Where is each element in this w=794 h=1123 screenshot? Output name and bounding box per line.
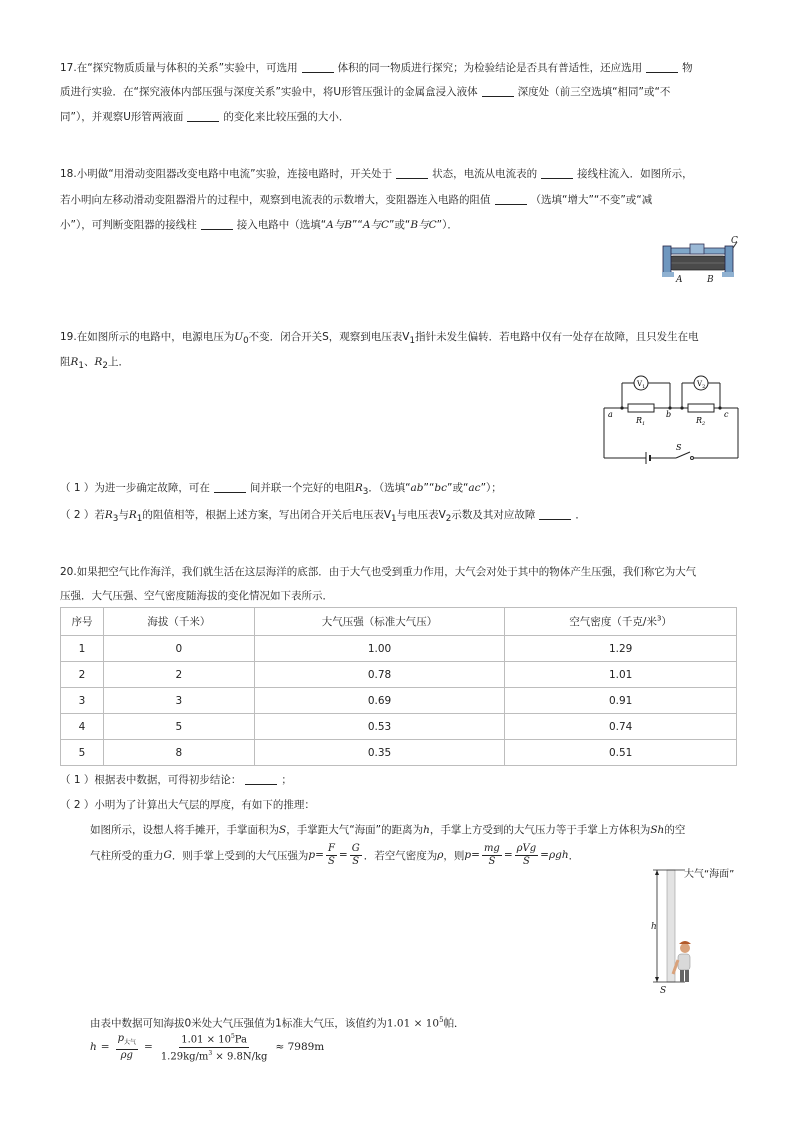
q19-var: R	[354, 482, 363, 494]
sea-surface-label: 大气“海面”	[684, 869, 735, 880]
frac-num-sup: 5	[230, 1033, 235, 1041]
frac-den: S	[327, 855, 335, 867]
frac-num-sub: 大气	[123, 1038, 136, 1046]
frac-num: G	[351, 842, 360, 854]
q19-var: R	[104, 509, 113, 521]
q17-line-1	[60, 60, 693, 76]
palm-s-label: S	[660, 986, 667, 996]
q20-var: ρgh	[548, 849, 569, 861]
eq-sign: =	[100, 1041, 110, 1053]
header-pressure: 大气压强（标准大气压）	[254, 608, 505, 636]
q20-reason-line-2	[90, 839, 579, 871]
q20-reason-line-3	[90, 1012, 465, 1032]
q20-text: 的空	[664, 824, 686, 836]
q20-var: Sh	[650, 824, 665, 836]
cell: 0.74	[505, 714, 737, 740]
cell: 3	[61, 688, 104, 714]
q19-sub: 2	[445, 514, 452, 525]
rheostat-label-b: B	[707, 275, 714, 285]
rheostat-figure	[660, 238, 740, 286]
q19-part-1	[60, 480, 502, 500]
q17-text: 17.在“探究物质质量与体积的关系”实验中，可选用	[60, 62, 298, 74]
q19-text: 不变．闭合开关S，观察到电压表V	[248, 331, 410, 343]
q19-var: R	[94, 356, 103, 368]
q20-var: G	[163, 849, 172, 861]
cell: 0.78	[254, 662, 505, 688]
q19-text: （ 2 ）若	[60, 509, 105, 521]
q20-text: =	[315, 849, 324, 861]
q20-line-1: 20.如果把空气比作海洋，我们就生活在这层海洋的底部．由于大气也受到重力作用，大气会对处于其中的物体产生压强，我们称它为大气	[60, 566, 697, 578]
q18-text: 若小明向左移动滑动变阻器滑片的过程中，观察到电流表的示数增大，变阻器连入电路的阻值	[60, 194, 491, 206]
q18-option: B与C	[410, 219, 437, 231]
q20-text: 帕．	[443, 1017, 465, 1030]
q19-blank-2[interactable]	[539, 508, 571, 520]
q20-text: （ 1 ）根据表中数据，可得初步结论：	[60, 774, 242, 786]
voltmeter-v2-label: $V_2$	[697, 380, 706, 390]
q19-text: （ 1 ）为进一步确定故障，可在	[60, 482, 210, 494]
q19-line-2	[60, 354, 129, 374]
table-row	[61, 714, 737, 740]
node-b-label: b	[666, 410, 672, 419]
q19-text: ”“	[423, 482, 435, 494]
q19-part-2	[60, 507, 586, 527]
frac-num: ρVg	[516, 842, 537, 854]
cell: 1.00	[254, 636, 505, 662]
header-index: 序号	[61, 608, 104, 636]
cell: 0.51	[505, 740, 737, 766]
q17-line-3	[60, 109, 349, 125]
q19-var: ab	[410, 482, 424, 494]
table-row	[61, 662, 737, 688]
q18-text: 状态，电流从电流表的	[432, 168, 538, 180]
q18-blank-4[interactable]	[201, 218, 233, 230]
q18-option: A与C	[362, 219, 389, 231]
q20-sup: 5	[439, 1016, 444, 1024]
q18-line-3	[60, 217, 458, 233]
frac-num	[116, 1033, 138, 1050]
cell: 0	[103, 636, 254, 662]
cell: 5	[61, 740, 104, 766]
q17-blank-3[interactable]	[482, 85, 514, 97]
q19-text: 间并联一个完好的电阻	[249, 482, 355, 494]
cell: 2	[103, 662, 254, 688]
q19-text: 与电压表V	[396, 509, 446, 521]
q17-text: 深度处（前三空选填“相同”或“不	[517, 86, 671, 98]
air-column-figure	[645, 864, 745, 996]
q20-equation	[90, 1030, 324, 1064]
frac-den: ρg	[120, 1049, 133, 1061]
q18-blank-2[interactable]	[541, 167, 573, 179]
q20-reason-line-1	[90, 822, 685, 838]
fraction-mg-over-s	[482, 843, 502, 868]
q20-text: 如图所示，设想人将手摊开，手掌面积为	[90, 824, 279, 836]
frac-num: F	[327, 842, 335, 854]
q19-blank-1[interactable]	[214, 481, 246, 493]
q20-text: =	[471, 849, 480, 861]
frac-num	[179, 1031, 249, 1047]
q19-text: 上．	[107, 356, 129, 368]
cell: 2	[61, 662, 104, 688]
q19-sub: 2	[102, 361, 108, 372]
q17-line-2	[60, 84, 670, 100]
q17-text: 的变化来比较压强的大小．	[223, 111, 350, 123]
q18-text: 接入电路中（选填“	[236, 219, 327, 231]
fraction-rhovg-over-s	[515, 843, 539, 868]
q19-line-1	[60, 329, 699, 349]
q19-text: ”）；	[480, 482, 502, 494]
frac-den	[159, 1048, 270, 1063]
cell: 4	[61, 714, 104, 740]
resistor-r1-label: $R_1$	[636, 416, 646, 427]
q18-line-1	[60, 166, 693, 182]
q18-text: 小”），可判断变阻器的接线柱	[60, 219, 197, 231]
q18-blank-3[interactable]	[495, 193, 527, 205]
frac-den-val: 1.29kg/m	[160, 1050, 209, 1062]
frac-den-rest: × 9.8N/kg	[212, 1050, 268, 1062]
switch-s-label: S	[676, 443, 682, 452]
voltmeter-v1-label: $V_1$	[637, 380, 646, 390]
frac-num-unit: Pa	[234, 1034, 248, 1046]
q20-var: p	[464, 849, 472, 861]
frac-num: mg	[483, 842, 500, 854]
q20-var: h	[423, 824, 430, 836]
q19-text: ．（选填“	[368, 482, 411, 494]
frac-den: S	[522, 855, 530, 867]
node-a-label: a	[608, 410, 613, 419]
rheostat-label-c: C	[731, 236, 738, 246]
cell: 0.53	[254, 714, 505, 740]
q20-text: ，手掌上方受到的大气压力等于手掌上方体积为	[429, 824, 651, 836]
cell: 0.69	[254, 688, 505, 714]
q17-blank-4[interactable]	[187, 110, 219, 122]
frac-den: S	[352, 855, 360, 867]
q19-var: U	[234, 331, 244, 343]
q20-line-2: 压强．大气压强、空气密度随海拔的变化情况如下表所示．	[60, 590, 333, 602]
header-altitude: 海拔（千米）	[103, 608, 254, 636]
q18-blank-1[interactable]	[396, 167, 428, 179]
q19-sub: 1	[78, 361, 84, 372]
q20-text: 气柱所受的重力	[90, 849, 164, 862]
table-row	[61, 688, 737, 714]
q17-text: 体积的同一物质进行探究；为检验结论是否具有普适性，还应选用	[337, 62, 643, 74]
node-c-label: c	[724, 410, 729, 419]
frac-num-var: p	[117, 1032, 124, 1044]
q17-text: 同”），并观察U形管两液面	[60, 111, 184, 123]
eq-sign: =	[144, 1041, 153, 1053]
q20-var: ρ	[437, 849, 444, 861]
q19-sub: 3	[362, 487, 369, 498]
q19-text: 的阻值相等，根据上述方案，写出闭合开关后电压表V	[142, 509, 392, 521]
cell: 5	[103, 714, 254, 740]
q20-var: p	[308, 849, 316, 861]
header-density-close: ）	[661, 616, 672, 628]
rheostat-label-a: A	[676, 275, 683, 285]
q19-text: ．	[575, 509, 586, 521]
eq-result: ≈ 7989m	[275, 1041, 325, 1053]
q20-text: ，则	[443, 849, 465, 862]
q18-text: ”或“	[388, 219, 411, 231]
q20-text: =	[503, 849, 513, 861]
q19-var: ac	[468, 482, 481, 494]
frac-den: S	[488, 855, 496, 867]
q19-var: bc	[434, 482, 448, 494]
q19-var: R	[70, 356, 79, 368]
circuit-figure	[600, 372, 742, 466]
fraction-f-over-s	[326, 843, 337, 868]
q20-text: ．则手掌上受到的大气压强为	[171, 849, 309, 862]
q18-text: ”）．	[436, 219, 458, 231]
q19-text: 、	[83, 356, 95, 368]
q20-part-2: （ 2 ）小明为了计算出大气层的厚度，有如下的推理：	[60, 799, 315, 811]
q19-text: 指针未发生偏转．若电路中仅有一处存在故障，且只发生在电	[415, 331, 699, 343]
cell: 1	[61, 636, 104, 662]
cell: 1.29	[505, 636, 737, 662]
frac-num-val: 1.01 × 10	[181, 1034, 231, 1046]
q17-text: 物	[682, 62, 693, 74]
q20-text: =	[540, 849, 549, 861]
q19-text: 与	[118, 509, 129, 521]
table-row	[61, 740, 737, 766]
q20-text: ．	[568, 849, 580, 862]
cell: 3	[103, 688, 254, 714]
q19-sub: 1	[136, 514, 143, 525]
q17-blank-2[interactable]	[646, 61, 678, 73]
q18-text: 接线柱流入．如图所示，	[577, 168, 693, 180]
fraction-g-over-s	[350, 843, 362, 868]
header-density-sup: 3	[656, 614, 662, 623]
q19-sub: 1	[391, 514, 397, 525]
q19-sub: 1	[409, 336, 416, 347]
q18-text: ”“	[351, 219, 363, 231]
eq-var: h	[90, 1041, 97, 1053]
table-header-row	[61, 608, 737, 636]
fraction-numeric	[159, 1031, 270, 1063]
altitude-pressure-table	[60, 607, 737, 766]
q20-value: 1.01 × 10	[386, 1017, 440, 1030]
cell: 1.01	[505, 662, 737, 688]
fraction-p-over-rhog	[116, 1033, 138, 1062]
q20-text: ，手掌距大气“海面”的距离为	[286, 824, 424, 836]
cell: 0.35	[254, 740, 505, 766]
q19-text: 19.在如图所示的电路中，电源电压为	[60, 331, 235, 343]
resistor-r2-label: $R_2$	[696, 416, 706, 427]
q17-text: 质进行实验．在“探究液体内部压强与深度关系”实验中，将U形管压强计的金属盒浸入液体	[60, 86, 478, 98]
q19-text: 阻	[60, 356, 71, 368]
q20-part-1	[60, 772, 292, 788]
q19-text: ”或“	[447, 482, 469, 494]
header-density	[505, 608, 737, 636]
q20-text: 由表中数据可知海拔0米处大气压强值为1标准大气压，该值约为	[90, 1017, 387, 1030]
q19-sub: 3	[112, 514, 119, 525]
q19-var: R	[128, 509, 137, 521]
header-density-text: 空气密度（千克/米	[569, 616, 657, 628]
q20-var: S	[279, 824, 287, 836]
q17-blank-1[interactable]	[302, 61, 334, 73]
q18-text: 18.小明做“用滑动变阻器改变电路中电流”实验，连接电路时，开关处于	[60, 168, 393, 180]
height-h-label: h	[651, 922, 657, 932]
table-row	[61, 636, 737, 662]
cell: 0.91	[505, 688, 737, 714]
q19-text: 示数及其对应故障	[451, 509, 536, 521]
q18-option: A与B	[326, 219, 352, 231]
q18-text: （选填“增大”“不变”或“减	[530, 194, 653, 206]
q20-blank-1[interactable]	[245, 773, 277, 785]
cell: 8	[103, 740, 254, 766]
q20-text: ．若空气密度为	[363, 849, 438, 862]
q18-line-2	[60, 192, 652, 208]
q19-sub: 0	[243, 336, 249, 347]
q20-text: ；	[281, 774, 292, 786]
q20-text: =	[338, 849, 348, 861]
frac-den-sup: 3	[208, 1049, 213, 1057]
